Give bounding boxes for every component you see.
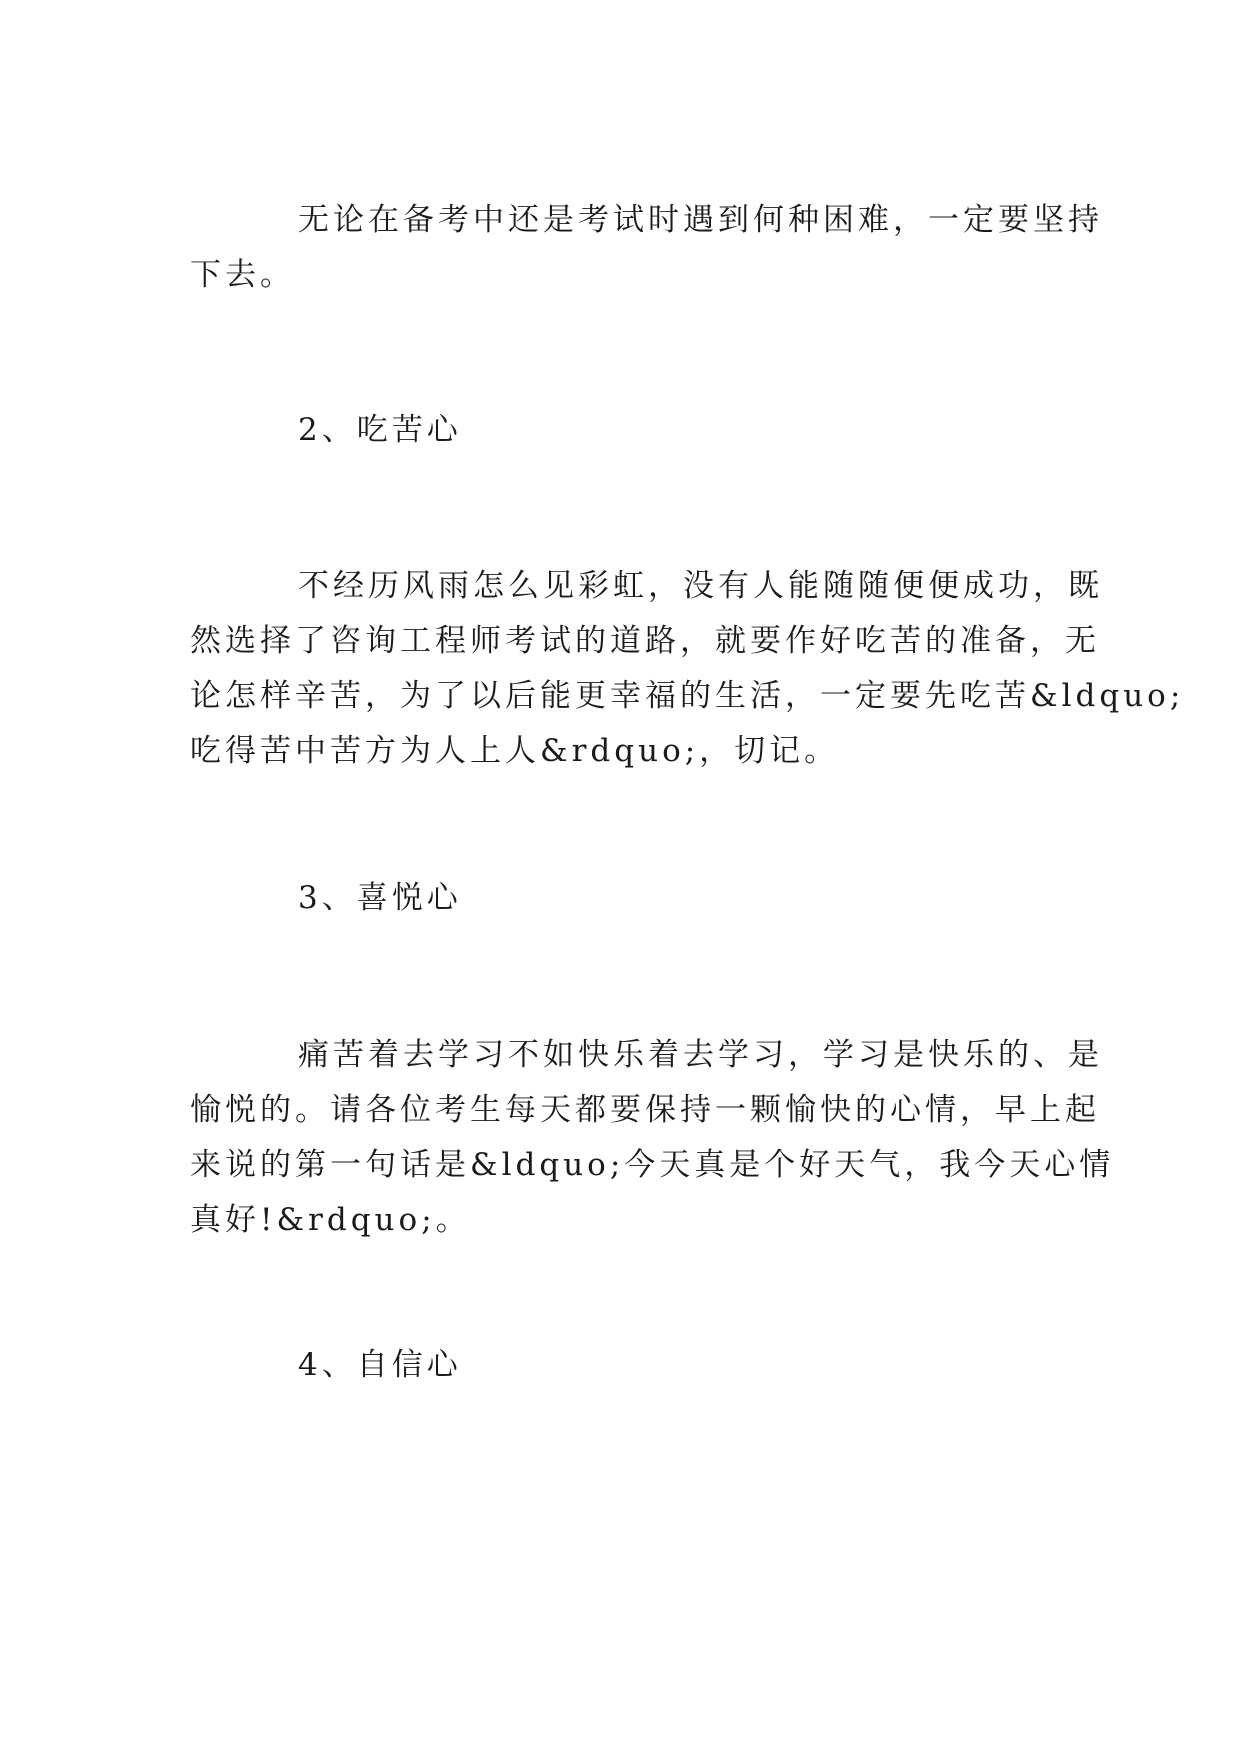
- paragraph-3-line-3: 来说的第一句话是&ldquo;今天真是个好天气，我今天心情: [190, 1147, 1115, 1183]
- paragraph-3-line-1: 痛苦着去学习不如快乐着去学习，学习是快乐的、是: [298, 1037, 1103, 1073]
- section-heading-2: 2、吃苦心: [298, 412, 462, 448]
- paragraph-2-line-4: 吃得苦中苦方为人上人&rdquo;，切记。: [190, 733, 840, 769]
- paragraph-2-line-3: 论怎样辛苦，为了以后能更幸福的生活，一定要先吃苦&ldquo;: [190, 678, 1185, 714]
- paragraph-3-line-4: 真好!&rdquo;。: [190, 1202, 471, 1238]
- paragraph-3-line-2: 愉悦的。请各位考生每天都要保持一颗愉快的心情，早上起: [190, 1092, 1100, 1128]
- paragraph-2-line-1: 不经历风雨怎么见彩虹，没有人能随随便便成功，既: [298, 568, 1103, 604]
- section-heading-4: 4、自信心: [298, 1347, 462, 1383]
- paragraph-2-line-2: 然选择了咨询工程师考试的道路，就要作好吃苦的准备，无: [190, 623, 1100, 659]
- paragraph-1-line-1: 无论在备考中还是考试时遇到何种困难，一定要坚持: [298, 202, 1103, 238]
- paragraph-1-line-2: 下去。: [190, 257, 295, 293]
- section-heading-3: 3、喜悦心: [298, 880, 462, 916]
